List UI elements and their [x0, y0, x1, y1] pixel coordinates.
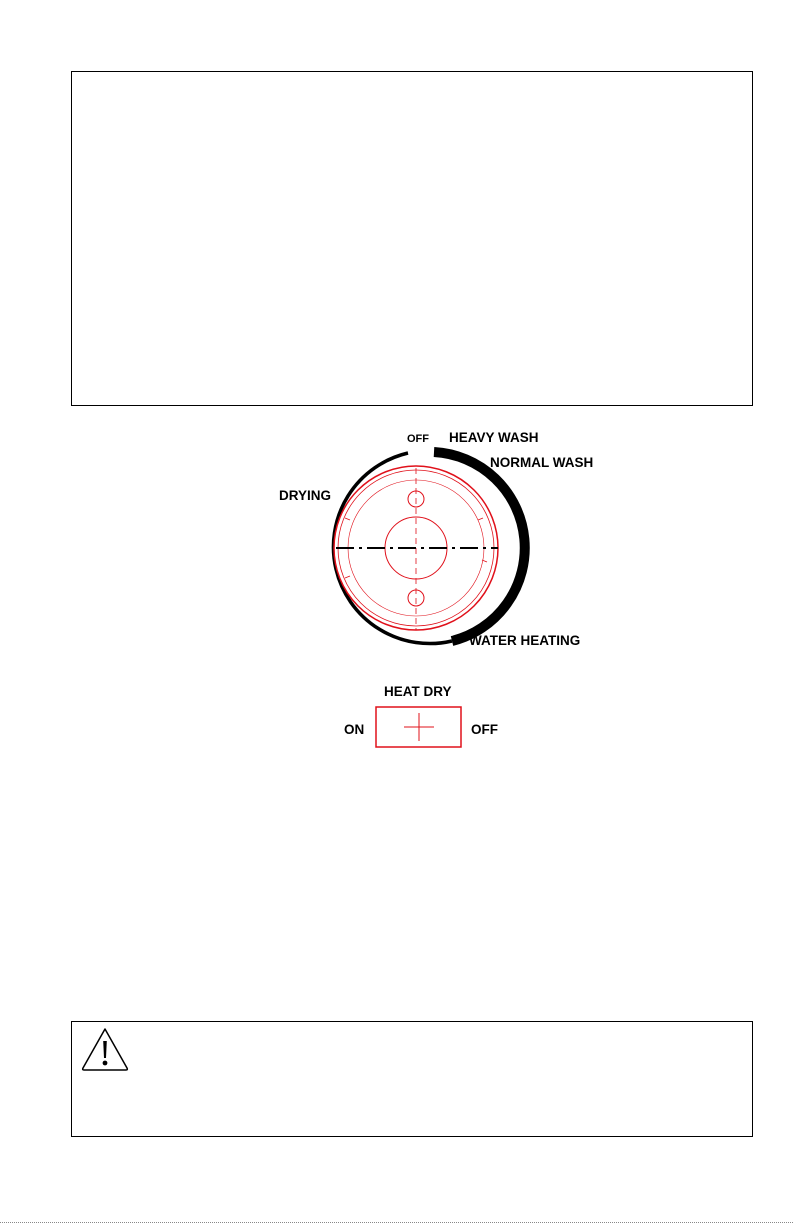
cycle-dial-knob[interactable] [334, 466, 498, 630]
heat-dry-label-on: ON [344, 722, 365, 737]
heat-dry-title: HEAT DRY [384, 684, 452, 699]
heat-dry-label-off: OFF [471, 722, 498, 737]
page-edge-rule [0, 1222, 793, 1223]
dial-label-off: OFF [407, 433, 429, 445]
warning-box [71, 1021, 753, 1137]
heat-dry-switch[interactable] [376, 707, 461, 747]
dial-label-drying: DRYING [279, 488, 332, 503]
dial-label-normal-wash: NORMAL WASH [490, 455, 594, 470]
dial-label-heavy-wash: HEAVY WASH [449, 430, 539, 445]
warning-triangle-icon [78, 1024, 132, 1074]
dial-label-water-heating: WATER HEATING [469, 633, 581, 648]
